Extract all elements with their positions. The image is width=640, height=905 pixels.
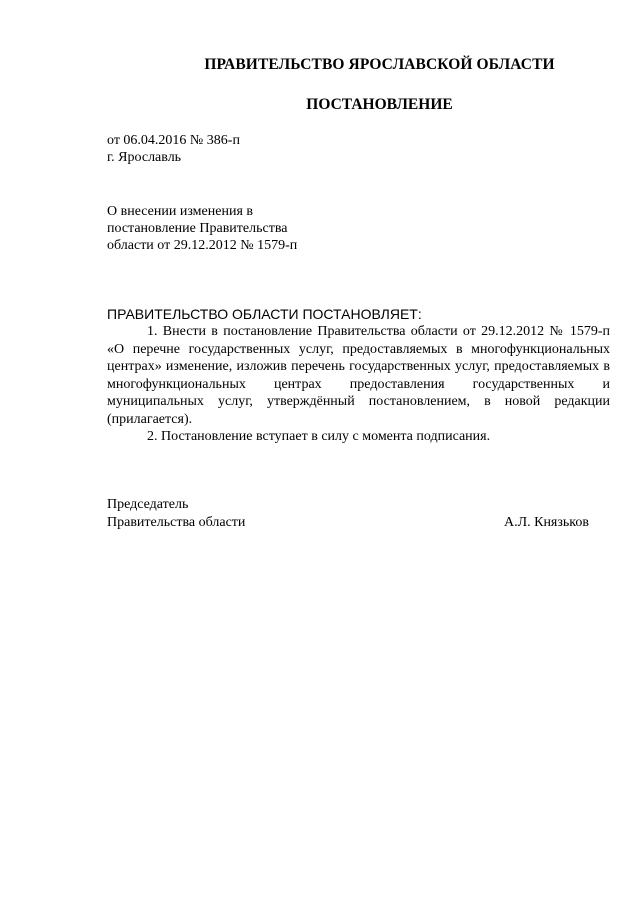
document-meta (107, 132, 240, 166)
preamble: ПРАВИТЕЛЬСТВО ОБЛАСТИ ПОСТАНОВЛЯЕТ: (107, 306, 422, 322)
document-body (107, 323, 610, 446)
signer-position-line2: Правительства области (107, 515, 246, 530)
document-subject (107, 203, 297, 254)
signer-position-line1: Председатель (107, 497, 189, 512)
signature-row (107, 514, 589, 532)
signer-name: А.Л. Князьков (504, 515, 589, 530)
clause-1: 1. Внести в постановление Правительства области от 29.12.2012 № 1579-п «О перечне государственных услуг, предоставляемых в многофункциональных центрах» изменение, изложив перечень государственных услуг, предоставляемых в многофункциональных центрах предоставления государственных и муниципальных услуг, утверждённый постановлением, в новой редакции (прилагается). (107, 324, 610, 427)
subject-line: постановление Правительства (107, 221, 288, 236)
city: г. Ярославль (107, 150, 182, 165)
subject-line: области от 29.12.2012 № 1579-п (107, 238, 298, 253)
authority-title: ПРАВИТЕЛЬСТВО ЯРОСЛАВСКОЙ ОБЛАСТИ (204, 56, 555, 73)
signature-block (107, 496, 589, 532)
clause-2: 2. Постановление вступает в силу с момента подписания. (147, 429, 491, 444)
date-number: от 06.04.2016 № 386-п (107, 133, 240, 148)
subject-line: О внесении изменения в (107, 204, 253, 219)
document-type-title: ПОСТАНОВЛЕНИЕ (306, 96, 453, 113)
